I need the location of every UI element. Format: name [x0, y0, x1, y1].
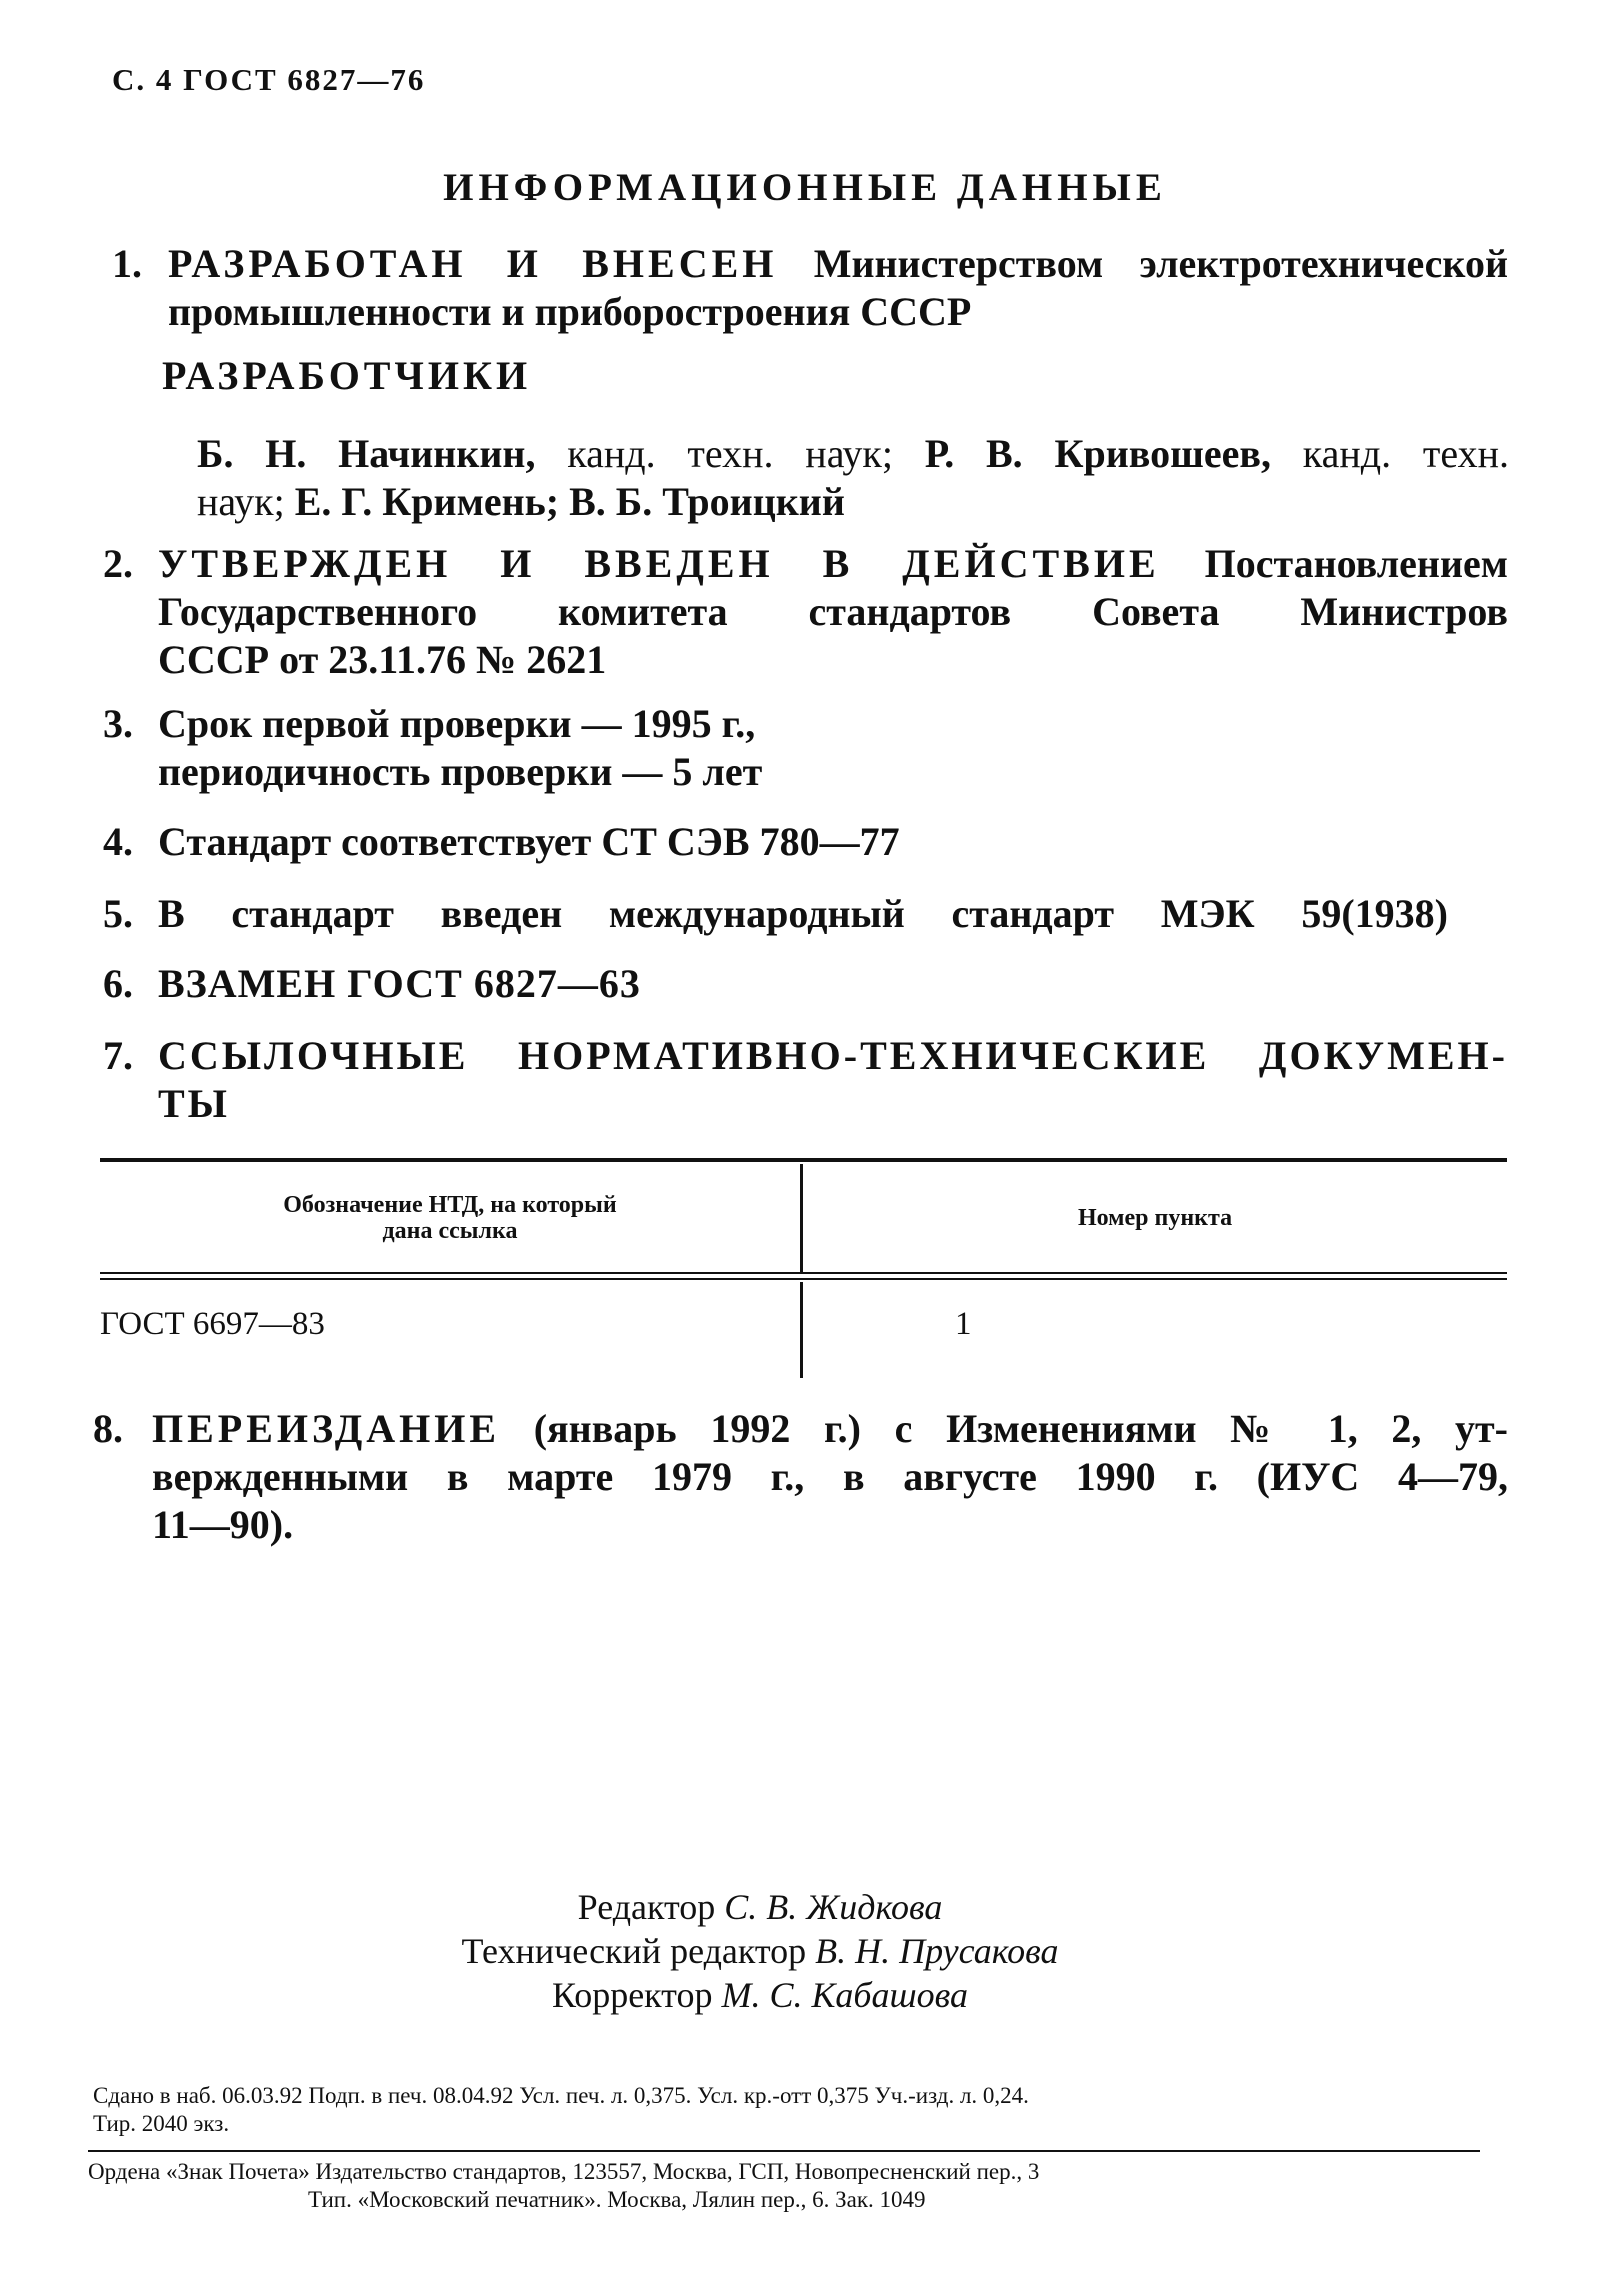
developers-list: Б. Н. Начинкин, канд. техн. наук; Р. В. Кривошеев, канд. техн. наук; Е. Г. Кримень; В. Б. Троицкий: [197, 431, 1510, 524]
item-7-number: 7.: [103, 1033, 133, 1078]
imprint-print-data: Сдано в наб. 06.03.92 Подп. в печ. 08.04.92 Усл. печ. л. 0,375. Усл. кр.-отт 0,375 Уч.-изд. л. 0,24. Тир. 2040 экз.: [93, 2083, 1029, 2136]
item-7: ССЫЛОЧНЫЕ НОРМАТИВНО-ТЕХНИЧЕСКИЕ ДОКУМЕН- ТЫ: [158, 1033, 1508, 1126]
corrector-line: Корректор М. С. Кабашова: [551, 1975, 969, 2015]
imprint-divider: [88, 2150, 1480, 2152]
item-4-number: 4.: [103, 819, 133, 864]
item-6: ВЗАМЕН ГОСТ 6827—63: [158, 961, 641, 1006]
item-5: В стандарт введен международный стандарт МЭК 59(1938): [158, 891, 1448, 936]
table-header-clause: Номер пункта: [1077, 1205, 1233, 1231]
page-title: ИНФОРМАЦИОННЫЕ ДАННЫЕ: [443, 166, 1167, 209]
table-cell-document: ГОСТ 6697—83: [100, 1306, 325, 1342]
table-header-rule: [100, 1272, 1507, 1280]
item-8-number: 8.: [93, 1406, 123, 1451]
item-8-heading: ПЕРЕИЗДАНИЕ: [152, 1406, 501, 1451]
item-5-number: 5.: [103, 891, 133, 936]
item-6-number: 6.: [103, 961, 133, 1006]
item-1-number: 1.: [112, 241, 142, 286]
page-header: С. 4 ГОСТ 6827—76: [112, 62, 426, 97]
table-top-rule: [100, 1158, 1507, 1162]
item-1: РАЗРАБОТАН И ВНЕСЕН Министерством электротехнической промышленности и приборостроения СССР: [168, 241, 1508, 334]
imprint-publisher: Ордена «Знак Почета» Издательство стандартов, 123557, Москва, ГСП, Новопресненский пер., 3 Тип. «Московский печатник». Москва, Лялин пер., 6. Зак. 1049: [88, 2159, 1040, 2212]
item-4: Стандарт соответствует СТ СЭВ 780—77: [158, 819, 900, 864]
item-2: УТВЕРЖДЕН И ВВЕДЕН В ДЕЙСТВИЕ Постановлением Государственного комитета стандартов Совета Министров СССР от 23.11.76 № 2621: [158, 541, 1509, 682]
table-cell-clause: 1: [955, 1306, 972, 1342]
tech-editor-line: Технический редактор В. Н. Прусакова: [461, 1931, 1059, 1971]
item-2-heading: УТВЕРЖДЕН И ВВЕДЕН В ДЕЙСТВИЕ: [158, 541, 1160, 586]
developers-heading: РАЗРАБОТЧИКИ: [162, 353, 532, 398]
item-8: ПЕРЕИЗДАНИЕ (январь 1992 г.) с Изменениями № 1, 2, ут- вержденными в марте 1979 г., в августе 1990 г. (ИУС 4—79, 11—90).: [152, 1406, 1508, 1547]
table-header-document: Обозначение НТД, на который дана ссылка: [283, 1192, 617, 1244]
item-2-number: 2.: [103, 541, 133, 586]
credits-block: [0, 1885, 1610, 2017]
table-body-divider: [800, 1282, 803, 1378]
item-1-heading: РАЗРАБОТАН И ВНЕСЕН: [168, 241, 778, 286]
item-3-number: 3.: [103, 701, 133, 746]
table-row: [100, 1306, 325, 1343]
editor-line: Редактор С. В. Жидкова: [577, 1887, 943, 1927]
item-3: Срок первой проверки — 1995 г., периодичность проверки — 5 лет: [158, 701, 763, 794]
reference-table: [100, 1158, 1507, 1378]
